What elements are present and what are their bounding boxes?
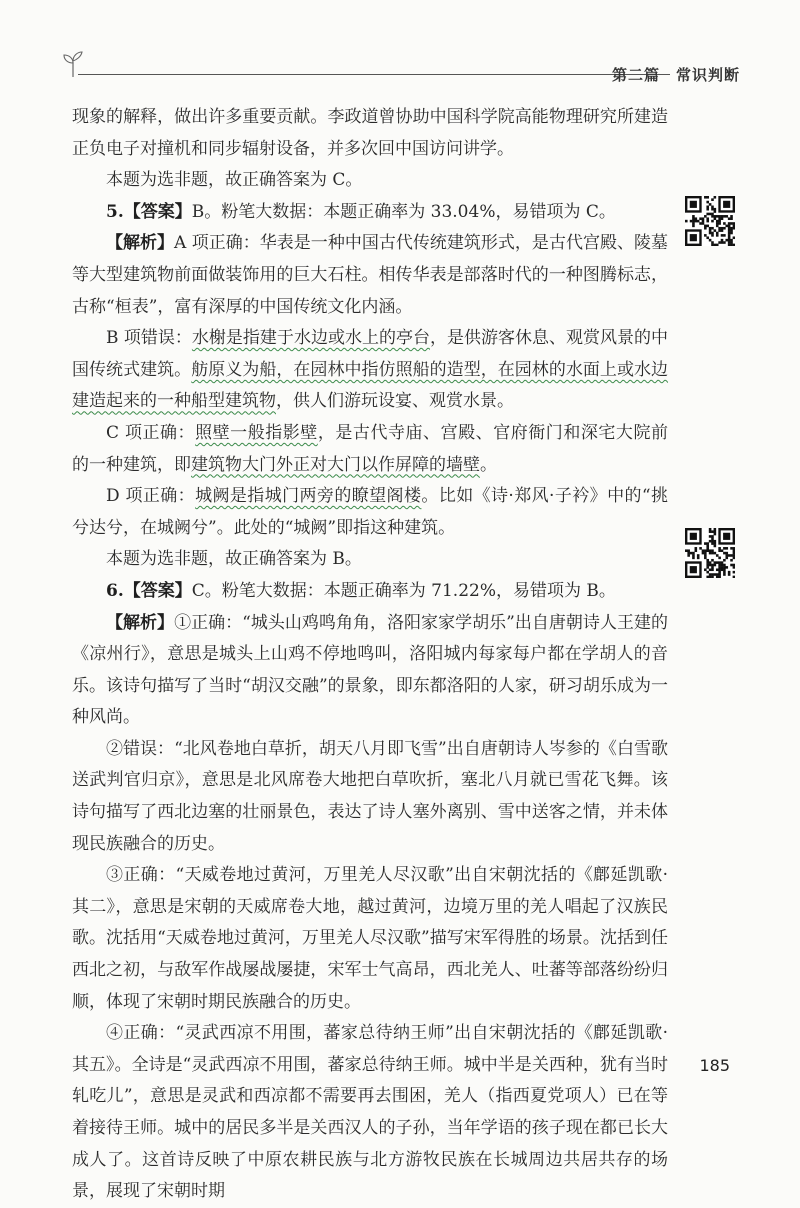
label-tag: 6.【答案】: [106, 580, 192, 601]
text-run: 本题为选非题，故正确答案为 C。: [106, 170, 363, 191]
text-run: C。粉笔大数据：本题正确率为 71.22%，易错项为 B。: [191, 580, 616, 601]
emphasized-text: 城阙是指城门两旁的瞭望阁楼: [195, 486, 422, 507]
emphasized-text: 建筑物大门外正对大门以作屏障的墙壁: [191, 454, 480, 475]
paragraph: [72, 734, 668, 860]
text-run: 。比如《诗·郑风·子衿》中的“挑兮达兮，在城阙兮”。此处的“城阙”即指这种建筑。: [72, 486, 669, 538]
paragraph: [72, 197, 668, 229]
label-tag: 【解析】: [106, 612, 175, 633]
text-run: ，是古代寺庙、宫殿、官府衙门和深宅大院前的一种建筑，即: [72, 422, 669, 475]
section-title: 第二篇 常识判断: [611, 66, 740, 84]
text-run: 。: [480, 454, 497, 475]
emphasized-text: 水榭是指建于水边或水上的亭台: [191, 328, 430, 349]
text-run: B。粉笔大数据：本题正确率为 33.04%，易错项为 C。: [191, 201, 616, 222]
paragraph-continued: [72, 102, 668, 165]
emphasized-text: 照壁一般指影壁: [195, 422, 318, 443]
paragraph: [72, 481, 668, 544]
paragraph: [72, 418, 668, 481]
page-number: 185: [699, 1056, 730, 1075]
page-body: [72, 102, 668, 1208]
paragraph: [72, 860, 668, 1018]
emphasized-text: 舫原义为船，在园林中指仿照船的造型，在园林的水面上或水边建造起来的一种船型建筑物: [72, 359, 669, 412]
label-tag: 5.【答案】: [106, 201, 192, 222]
paragraph: [72, 576, 668, 608]
text-run: ，是供游客休息、观赏风景的中国传统式建筑。: [72, 328, 669, 380]
text-run: ④正确：“灵武西凉不用围，蕃家总待纳王师”出自宋朝沈括的《鄜延凯歌·其五》。全诗是“灵武西凉不用围，蕃家总待纳王师。城中半是关西种，犹有当时轧吃儿”，意思是灵武和西凉都不需要再去围困，羌人（指西夏党项人）已在等着接待王师。城中的居民多半是关西汉人的子孙，当年学语的孩子现在都已长大成人了。这首诗反映了中原农耕民族与北方游牧民族在长城周边共居共存的场景，展现了宋朝时期: [72, 1023, 668, 1202]
qr-code-icon[interactable]: [685, 528, 735, 578]
paragraph: [72, 228, 668, 323]
text-run: 现象的解释，做出许多重要贡献。李政道曾协助中国科学院高能物理研究所建造正负电子对撞机和同步辐射设备，并多次回中国访问讲学。: [72, 107, 668, 159]
text-run: D 项正确：: [106, 486, 196, 507]
text-run: A 项正确：华表是一种中国古代传统建筑形式，是古代宫殿、陵墓等大型建筑物前面做装饰用的巨大石柱。相传华表是部落时代的一种图腾标志，古称“桓表”，富有深厚的中国传统文化内涵。: [72, 233, 668, 317]
paragraph: [72, 544, 668, 576]
text-run: ①正确：“城头山鸡鸣角角，洛阳家家学胡乐”出自唐朝诗人王建的《凉州行》，意思是城头上山鸡不停地鸣叫，洛阳城内每家每户都在学胡人的音乐。该诗句描写了当时“胡汉交融”的景象，即东都洛阳的人家，研习胡乐成为一种风尚。: [72, 612, 668, 728]
paragraph: [72, 323, 668, 418]
paragraph: [72, 608, 668, 734]
sprout-icon: [62, 48, 84, 82]
qr-code-icon[interactable]: [685, 196, 735, 246]
text-run: ，供人们游玩设宴、观赏水景。: [276, 391, 514, 412]
page-header: [62, 48, 740, 82]
text-run: ③正确：“天威卷地过黄河，万里羌人尽汉歌”出自宋朝沈括的《鄜延凯歌·其二》，意思是宋朝的天威席卷大地，越过黄河，边境万里的羌人唱起了汉族民歌。沈括用“天威卷地过黄河，万里羌人尽汉歌”描写宋军得胜的场景。沈括到任西北之初，与敌军作战屡战屡捷，宋军士气高昂，西北羌人、吐蕃等部落纷纷归顺，体现了宋朝时期民族融合的历史。: [72, 865, 668, 1012]
label-tag: 【解析】: [106, 233, 175, 254]
paragraph: [72, 165, 668, 197]
paragraph: [72, 1018, 668, 1208]
text-run: 本题为选非题，故正确答案为 B。: [106, 549, 362, 570]
text-run: C 项正确：: [106, 422, 196, 443]
text-run: B 项错误：: [106, 328, 192, 349]
text-run: ②错误：“北风卷地白草折，胡天八月即飞雪”出自唐朝诗人岑参的《白雪歌送武判官归京》，意思是北风席卷大地把白草吹折，塞北八月就已雪花飞舞。该诗句描写了西北边塞的壮丽景色，表达了诗人塞外离别、雪中送客之情，并未体现民族融合的历史。: [72, 738, 668, 854]
header-rule: [78, 74, 670, 75]
